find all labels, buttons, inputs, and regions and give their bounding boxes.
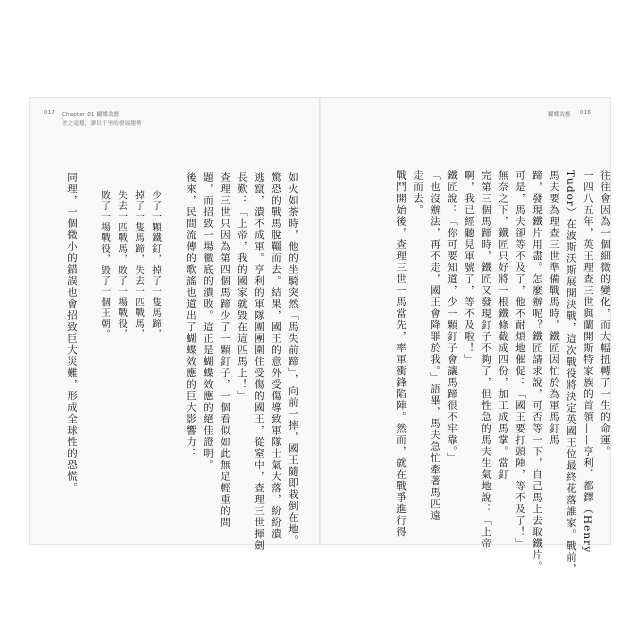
left-page-body [32, 172, 300, 552]
text-line: 鐵匠說：「你可要知道，少一顆釘子會讓馬蹄很不牢靠。」 [445, 170, 457, 464]
verse-line: 掉了一隻馬蹄，失去一匹戰馬， [133, 190, 144, 340]
text-line: 往往會因為一個細微的變化，而大幅扭轉了一生的命運。 [598, 170, 610, 458]
left-page-number: 017 [44, 110, 56, 116]
text-line: 長歎：「上帝，我的國家就毀在這匹馬上！」 [235, 172, 247, 402]
chapter-subtitle: 差之毫釐，謬以千里的發展趨勢 [62, 121, 142, 127]
text-line: 查理三世只因為第四個馬蹄少了一顆釘子，一個看似如此無足輕重的問 [218, 172, 230, 529]
verse-line: 少了一顆鐵釘，掉了一隻馬蹄， [150, 190, 161, 340]
text-line: 蹄，發現鐵片用盡。怎麼辦呢？鐵匠請求說，可否等一下，自己馬上去取鐵片。 [530, 170, 542, 573]
text-line: 可是，馬夫卻等不及了，他不耐煩地催促：「國王要打頭陣，等不及了！」 [513, 170, 525, 550]
verse-line: 敗了一場戰役，毀了一個王朝。 [99, 190, 110, 340]
right-page-number: 016 [580, 110, 592, 116]
text-line: 逃竄，潰不成軍。亨利的軍隊團團圍住受傷的國王，從窒中，查理三世揮劍 [252, 172, 264, 552]
text-line: 馬夫要為理查三世準備戰馬時，鐵匠因忙於為軍馬釘馬 [547, 170, 559, 446]
text-line: 題，而招致一場徹底的潰敗。這正是蝴蝶效應的絕佳證明。 [201, 172, 213, 471]
chapter-title: Chapter 01 蝴蝶效應 [62, 112, 120, 118]
blank-line [164, 172, 181, 532]
text-line: 戰鬥開始後，查理三世一馬當先，率軍衝鋒陷陣。然而，就在戰爭進行得 [394, 170, 406, 538]
text-line: 無奈之下，鐵匠只好將一根鐵條截成四份，加工成馬掌。當釘 [496, 170, 508, 481]
text-line: 後來，民間流傳的歌謠也道出了蝴蝶效應的巨大影響力： [184, 172, 196, 460]
text-line: 完第三個馬蹄時，鐵匠又發現釘子不夠了，但性急的馬夫生氣地說：「上帝 [479, 170, 491, 550]
verse-line: 失去一匹戰馬，敗了一場戰役， [116, 190, 127, 340]
running-title: 蝴蝶效應 [548, 112, 571, 118]
text-line: 啊，我已經聽見軍號了，等不及啦！」 [462, 170, 474, 366]
text-line: 走而去。 [411, 170, 423, 216]
blank-line [79, 172, 96, 532]
text-line: Tudor）在波斯沃斯展開決戰，這次戰役將決定英國王位最終花落誰家。戰前， [564, 170, 576, 575]
book-gutter [319, 98, 321, 544]
text-line: 一四八五年，英王理查三世與蘭開斯特家族的首領——亨利．都鐸（Henry [581, 170, 593, 554]
text-line: 驚恐的戰馬脫韁而去。結果，國王的意外受傷導致軍隊士氣大落，紛紛潰 [269, 172, 281, 540]
text-line: 同理，一個微小的錯誤也會招致巨大災難，形成全球性的恐慌。 [65, 172, 77, 494]
text-line: 如火如荼時，他的坐騎突然「馬失前蹄」，向前一摔，國王隨即栽倒在地。 [286, 172, 298, 547]
right-page-body [344, 170, 612, 575]
text-line: 「也沒辦法，再不走，國王會降罪於我。」語畢，馬夫急忙牽著馬匹遠 [428, 170, 440, 522]
